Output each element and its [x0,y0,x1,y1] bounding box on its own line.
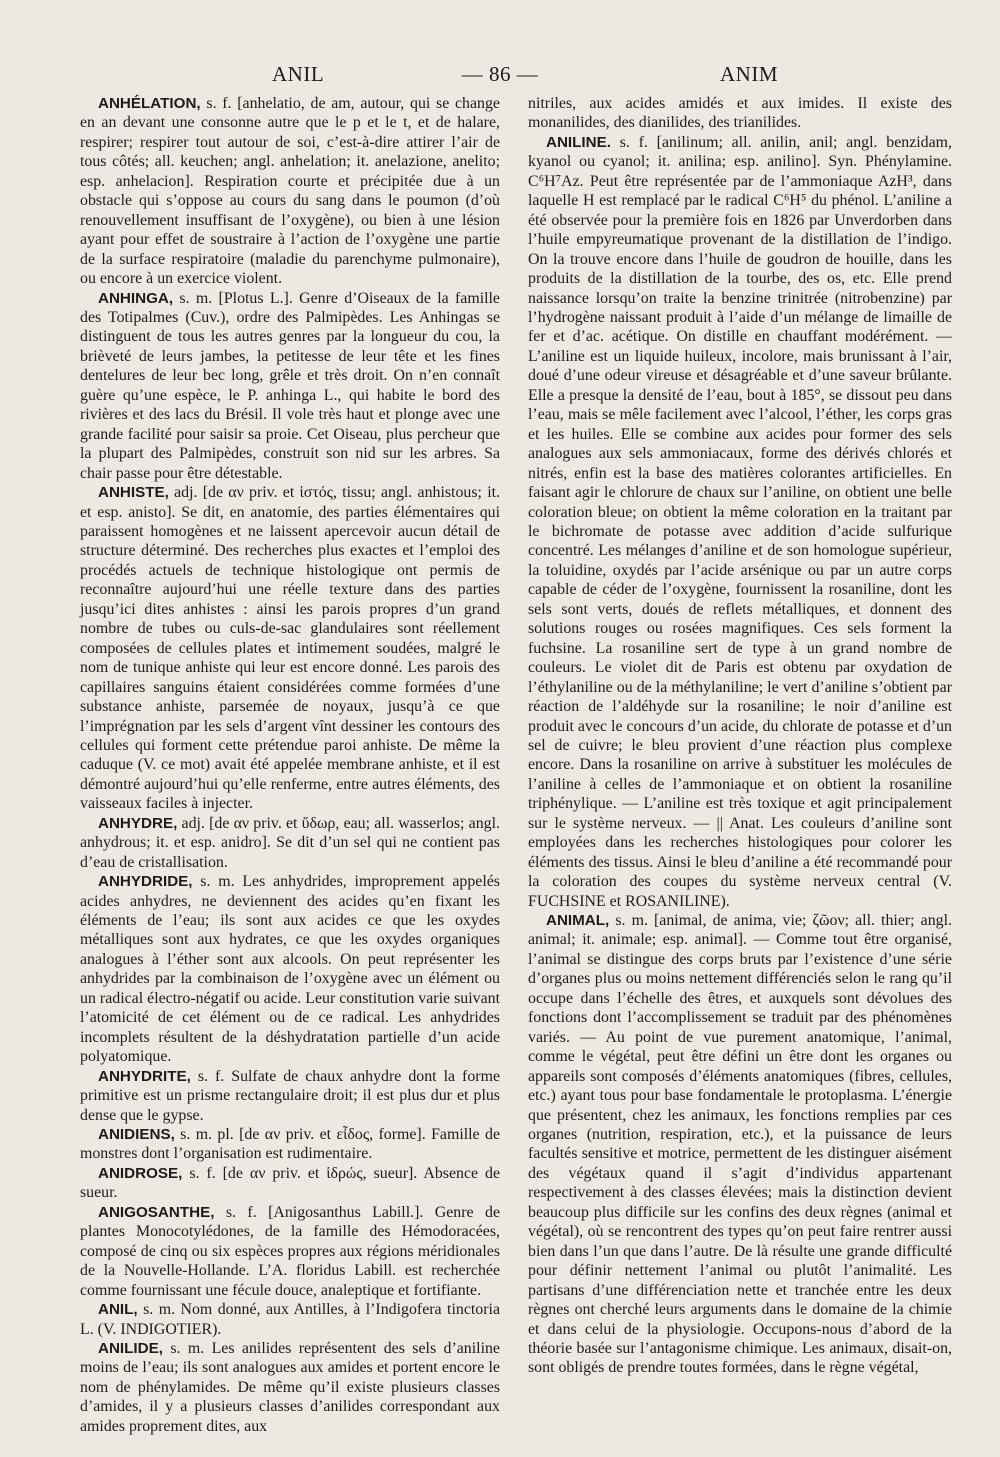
right-column [528,94,952,1424]
page-number: — 86 — [461,62,539,86]
headword: ANIDROSE, [98,1164,183,1182]
headword: ANHISTE, [98,484,169,502]
entry-anidrose [80,1164,500,1203]
headword: ANILIDE, [98,1340,163,1357]
headword: ANILINE. [546,133,611,151]
entry-body: s. m. [Plotus L.]. Genre d’Oiseaux de la famille des Totipalmes (Cuv.), ordre des Palmipèdes. Les Anhingas se distinguent de tous les autres genres par la longueur du cou, la brièveté de leurs jambes, la petitesse de leur tête et les fines dentelures de leur bec long, grêle et très droit. On n’en connaît guère qu’une espèce, le P. anhinga L., qui habite le bord des rivières et des lacs du Brésil. Il vole très haut et plonge avec une grande facilité pour saisir sa proie. Cet Oiseau, plus percheur que la plupart des Palmipèdes, construit son nid sur les arbres. Sa chair passe pour être détestable. [80,289,500,482]
entry-anilide-continued [528,94,952,133]
headword: ANHÉLATION, [98,95,201,112]
entry-body: s. m. pl. [de αν priv. et εἶδος, forme]. Famille de monstres dont l’organisation est rudimentaire. [80,1126,500,1163]
entry-body: s. f. [Anigosanthus Labill.]. Genre de plantes Monocotylédones, de la famille des Hémodoracées, composé de cinq ou six espèces propres aux régions méridionales de la Nouvelle-Hollande. L’A. floridus Labill. est recherchée comme fournissant une fécule douce, analeptique et fortifiante. [80,1203,500,1299]
entry-anhydre [80,814,500,872]
entry-body: s. f. Sulfate de chaux anhydre dont la forme primitive est un prisme rectangulaire droit; il est plus dur et plus dense que le gypse. [80,1067,500,1124]
entry-body: s. f. [de αν priv. et ἱδρώς, sueur]. Absence de sueur. [80,1164,500,1202]
entry-body: s. f. [anhelatio, de am, autour, qui se change en an devant une consonne autre que le p et le t, et de halare, respirer; respirer tout autour de soi, c’est-à-dire attirer l’air de tous côtés; all. keuchen; angl. anhelation; it. anelazione, anelito; esp. anhelacion]. Respiration courte et précipitée due à un obstacle qui s’oppose au cours du sang dans le poumon (d’où renouvellement insuffisant de l’oxygène), ou bien à une lésion ayant pour effet de soustraire à l’action de l’oxygène une partie de la surface respiratoire (maladie du parenchyme pulmonaire), ou encore à un exercice violent. [80,95,500,288]
entry-body: s. m. [animal, de anima, vie; ζῶον; all. thier; angl. animal; it. animale; esp. animal]. — Comme tout être organisé, l’animal se distingue des corps bruts par l’existence d’une série d’organes plus ou moins nettement différenciés selon le rang qu’il occupe dans l’échelle des êtres, et auxquels sont dévolues des fonctions dont l’accomplissement se traduit par des phénomènes variés. — Au point de vue purement anatomique, l’animal, comme le végétal, peut être défini un être dont les organes ou appareils sont composés d’éléments anatomiques (fibres, cellules, etc.) ayant tous pour base fondamentale le protoplasma. L’énergie que présentent, chez les animaux, les fonctions remplies par ces organes (nutrition, respiration, etc.), et la puissance de leurs facultés sensitive et motrice, permettent de les distinguer aisément des végétaux quand il s’agit d’individus appartenant respectivement à des classes élevées; mais la distinction devient beaucoup plus difficile sur les confins des deux règnes (animal et végétal), où se rencontrent des types qu’on peut faire rentrer aussi bien dans l’un que dans l’autre. De là résulte une grande difficulté pour définir nettement l’animal ou plutôt l’animalité. Les partisans d’une différenciation nette et tranchée entre les deux règnes ont cherché leurs arguments dans le domaine de la chimie et dans celui de la physiologie. Occupons-nous d’abord de la théorie basée sur l’antagonisme chimique. Les animaux, disait-on, sont obligés de prendre toutes formées, dans le règne végétal, [528,912,952,1377]
entry-anigosanthe [80,1203,500,1300]
entry-body: s. m. Les anhydrides, improprement appelés acides anhydres, ne deviennent des acides qu’en fixant les éléments de l’eau; ils sont aux acides ce que les oxydes métalliques sont aux hydrates, ce que les oxydes organiques analogues à l’éther sont aux alcools. On peut représenter les anhydrides par la combinaison de l’oxygène avec un élément ou un radical électro-négatif ou acide. Leur constitution varie suivant l’atomicité de cet élément ou de ce radical. Les anhydrides incomplets résultent de la déshydratation partielle d’un acide polyatomique. [80,873,500,1066]
headword: ANHYDRE, [98,814,178,832]
headword: ANIL, [98,1301,138,1319]
headword: ANHINGA, [98,289,174,307]
entry-body: s. m. Nom donné, aux Antilles, à l’Indigofera tinctoria L. (V. INDIGOTIER). [80,1301,500,1338]
entry-anhelation [80,94,500,289]
headword: ANHYDRIDE, [98,873,193,891]
entry-body: s. f. [anilinum; all. anilin, anil; angl. benzidam, kyanol ou cyanol; it. anilina; esp. anilino]. Syn. Phénylamine. C⁶H⁷Az. Peut être représentée par de l’ammoniaque AzH³, dans laquelle H est remplacé par le radical C⁶H⁵ du phénol. L’aniline a été observée pour la première fois en 1826 par Unverdorben dans l’huile empyreumatique provenant de la distillation de l’indigo. On la trouve encore dans l’huile de goudron de houille, dans les produits de la distillation de la tourbe, des os, etc. Elle prend naissance lorsqu’on traite la benzine trinitrée (nitrobenzine) par l’hydrogène naissant produit à l’aide d’un mélange de limaille de fer et d’ac. acétique. On distille en chauffant modérément. — L’aniline est un liquide huileux, incolore, mais brunissant à l’air, doué d’une odeur vireuse et désagréable et d’une saveur brûlante. Elle a presque la densité de l’eau, bout à 185°, se dissout peu dans l’eau, mais se mêle facilement avec l’alcool, l’éther, les corps gras et les huiles. Elle se combine aux acides pour former des sels analogues aux sels ammoniacaux, forme des dérivés chlorés et nitrés, enfin est la base des matières colorantes artificielles. En faisant agir le chlorure de chaux sur l’aniline, on obtient une belle coloration bleue; on obtient la même coloration en la traitant par le bichromate de potasse avec addition d’acide sulfurique concentré. Les mélanges d’aniline et de son homologue supérieur, la toluidine, oxydés par l’acide arsénique ou par un autre corps capable de céder de l’oxygène, fournissent la rosaniline, dont les sels sont verts, doués de reflets métalliques, et donnent des solutions rouges ou rosées magnifiques. Ces sels forment la fuchsine. La rosaniline sert de type à un grand nombre de couleurs. Le violet dit de Paris est obtenu par oxydation de l’éthylaniline ou de la méthylaniline; le vert d’aniline s’obtient par réaction de l’aldéhyde sur la rosaniline; le noir d’aniline est produit avec le concours d’un acide, du chlorate de potasse et d’un sel de cuivre; le bleu provient d’une réaction plus complexe encore. Dans la rosaniline on arrive à substituer les molécules de l’aniline à celles de l’ammoniaque et on obtient la rosaniline triphénylique. — L’aniline est très toxique et agit principalement sur le système nerveux. — || Anat. Les couleurs d’aniline sont employées dans les recherches histologiques pour colorer les éléments des tissus. Ainsi le bleu d’aniline a été recommandé pour la coloration des coupes du système nerveux central (V. FUCHSINE et ROSANILINE). [528,133,952,910]
entry-anhydride [80,872,500,1067]
entry-body: adj. [de αν priv. et ἱστός, tissu; angl. anhistous; it. et esp. anisto]. Se dit, en anatomie, des parties élémentaires qui paraissent homogènes et ne laissent apercevoir aucun détail de structure déterminé. Des recherches plus exactes et l’emploi des procédés actuels de technique histologique ont permis de reconnaître aujourd’hui une réelle texture dans des parties jusqu’ici dites anhistes : ainsi les parois propres d’un grand nombre de tubes ou culs-de-sac glandulaires sont réellement composées de cellules plates et intimement soudées, malgré le nom de tunique anhiste qui leur est encore donné. Les parois des capillaires sanguins étaient considérées comme formées d’une substance anhiste, parsemée de noyaux, jusqu’à ce que l’imprégnation par les sels d’argent vînt dessiner les contours des cellules qui forment cette prétendue paroi anhiste. De même la caduque (V. ce mot) avait été appelée membrane anhiste, et il est démontré aujourd’hui qu’elle renferme, entre autres éléments, des vaisseaux faciles à injecter. [80,484,500,813]
entry-animal [528,911,952,1378]
header-left-guideword: ANIL [272,62,325,86]
headword: ANIMAL, [546,912,610,930]
left-column [80,94,500,1435]
entry-anhiste [80,483,500,814]
headword: ANHYDRITE, [98,1067,191,1085]
entry-anhydrite [80,1067,500,1125]
header-right-guideword: ANIM [720,62,778,86]
headword: ANIGOSANTHE, [98,1203,215,1221]
entry-body: adj. [de αν priv. et ὕδωρ, eau; all. wasserlos; angl. anhydrous; it. et esp. anidro]. Se dit d’un sel qui ne contient pas d’eau de cristallisation. [80,814,500,871]
entry-anilide [80,1339,500,1436]
entry-anhinga [80,289,500,484]
headword: ANIDIENS, [98,1126,175,1144]
entry-aniline [528,133,952,911]
entry-anil [80,1300,500,1339]
entry-body: s. m. Les anilides représentent des sels d’aniline moins de l’eau; ils sont analogues aux amides et portent encore le nom de phénylamides. De même qu’il existe plusieurs classes d’amides, il y a plusieurs classes d’anilides correspondant aux amides proprement dites, aux [80,1340,500,1435]
entry-anidiens [80,1125,500,1164]
entry-body: nitriles, aux acides amidés et aux imides. Il existe des monanilides, des dianilides, des trianilides. [528,95,952,132]
running-header [0,62,1000,86]
